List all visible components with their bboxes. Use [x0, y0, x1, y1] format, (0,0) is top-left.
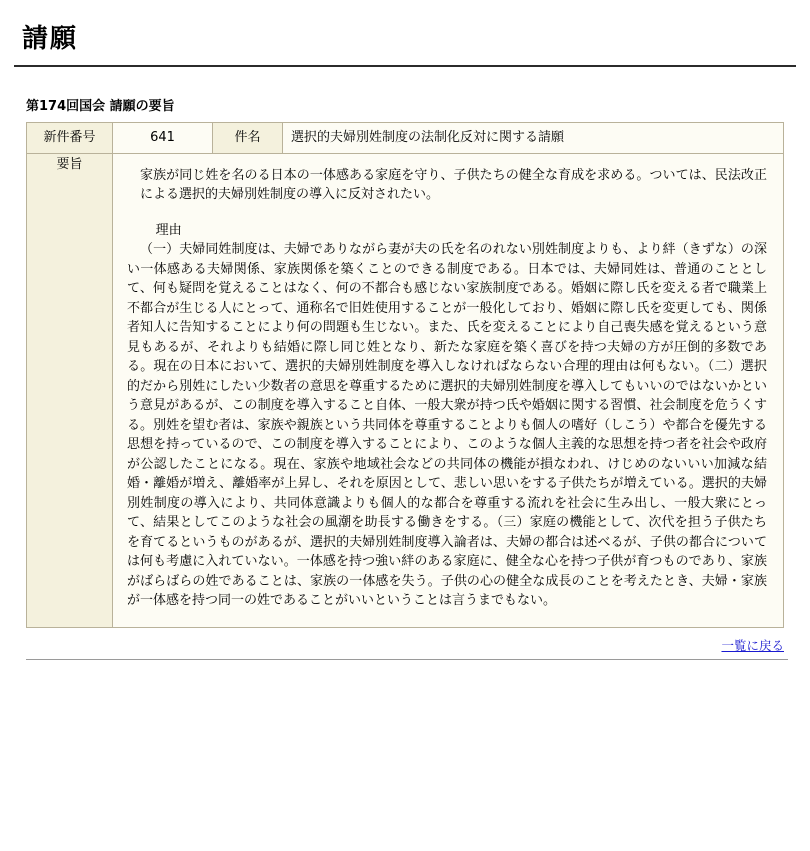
summary-body	[113, 153, 784, 627]
summary-lead-paragraph: 家族が同じ姓を名のる日本の一体感ある家庭を守り、子供たちの健全な育成を求める。ついては、民法改正による選択的夫婦別姓制度の導入に反対されたい。	[140, 167, 767, 202]
footer-link-row	[0, 628, 810, 655]
section-title: 第174回国会 請願の要旨	[26, 99, 175, 114]
label-case-name: 件名	[213, 123, 283, 154]
value-case-name: 選択的夫婦別姓制度の法制化反対に関する請願	[283, 123, 784, 154]
table-row	[27, 153, 784, 627]
petition-table	[26, 122, 784, 628]
page-title: 請願	[22, 24, 79, 54]
summary-reason-heading: 理由	[155, 222, 182, 238]
label-new-number: 新件番号	[27, 123, 113, 154]
summary-reason-paragraph: （一）夫婦同姓制度は、夫婦でありながら妻が夫の氏を名のれない別姓制度よりも、より絆（きずな）の深い一体感ある夫婦関係、家族関係を築くことのできる制度である。日本では、夫婦同姓は、普通のこととして、何も疑問を覚えることはなく、何の不都合も感じない家族制度である。婚姻に際し氏を変える者で職業上不都合が生じる人にとって、通称名で旧姓使用することが一般化しており、婚姻に際し氏を変更しても、関係者知人に告知することにより何の問題も生じない。また、氏を変えることにより自己喪失感を覚えるという意見もあるが、それよりも結婚に際し同じ姓となり、新たな家庭を築く喜びを持つ夫婦の方が圧倒的多数である。現在の日本において、選択的夫婦別姓制度を導入しなければならない合理的理由は何もない。（二）選択的だから別姓にしたい少数者の意思を尊重するために選択的夫婦別姓制度を導入してもいいのではないかという意見があるが、この制度を導入すること自体、一般大衆が持つ氏や婚姻に関する習慣、社会制度を危うくする。別姓を望む者は、家族や親族という共同体を尊重することよりも個人の嗜好（しこう）や都合を優先する思想を持っているので、この制度を導入することにより、このような個人主義的な思想を持つ者を社会や政府が公認したことになる。現在、家族や地域社会などの共同体の機能が損なわれ、けじめのないいい加減な結婚・離婚が増え、離婚率が上昇し、それを原因として、悲しい思いをする子供たちが増えている。選択的夫婦別姓制度の導入により、共同体意識よりも個人的な都合を尊重する流れを社会に生み出し、一般大衆にとって、結果としてこのような社会の風潮を助長する働きをする。（三）家庭の機能として、次代を担う子供たちを育てるというものがあるが、選択的夫婦別姓制度導入論者は、夫婦の都合は述べるが、子供の都合については何も考慮に入れていない。一体感を持つ強い絆のある家庭に、健全な心を持つ子供が育つものであり、家族がばらばらの姓であることは、家族の一体感を失う。子供の心の健全な成長のことを考えたとき、夫婦・家族が一体感を持つ同一の姓であることがいいということは言うまでもない。	[127, 242, 767, 608]
table-row	[27, 123, 784, 154]
petition-table-wrapper	[0, 122, 810, 628]
value-new-number: 641	[113, 123, 213, 154]
footer-divider	[26, 659, 788, 660]
label-summary: 要旨	[27, 153, 113, 627]
back-to-list-link[interactable]: 一覧に戻る	[721, 637, 784, 653]
